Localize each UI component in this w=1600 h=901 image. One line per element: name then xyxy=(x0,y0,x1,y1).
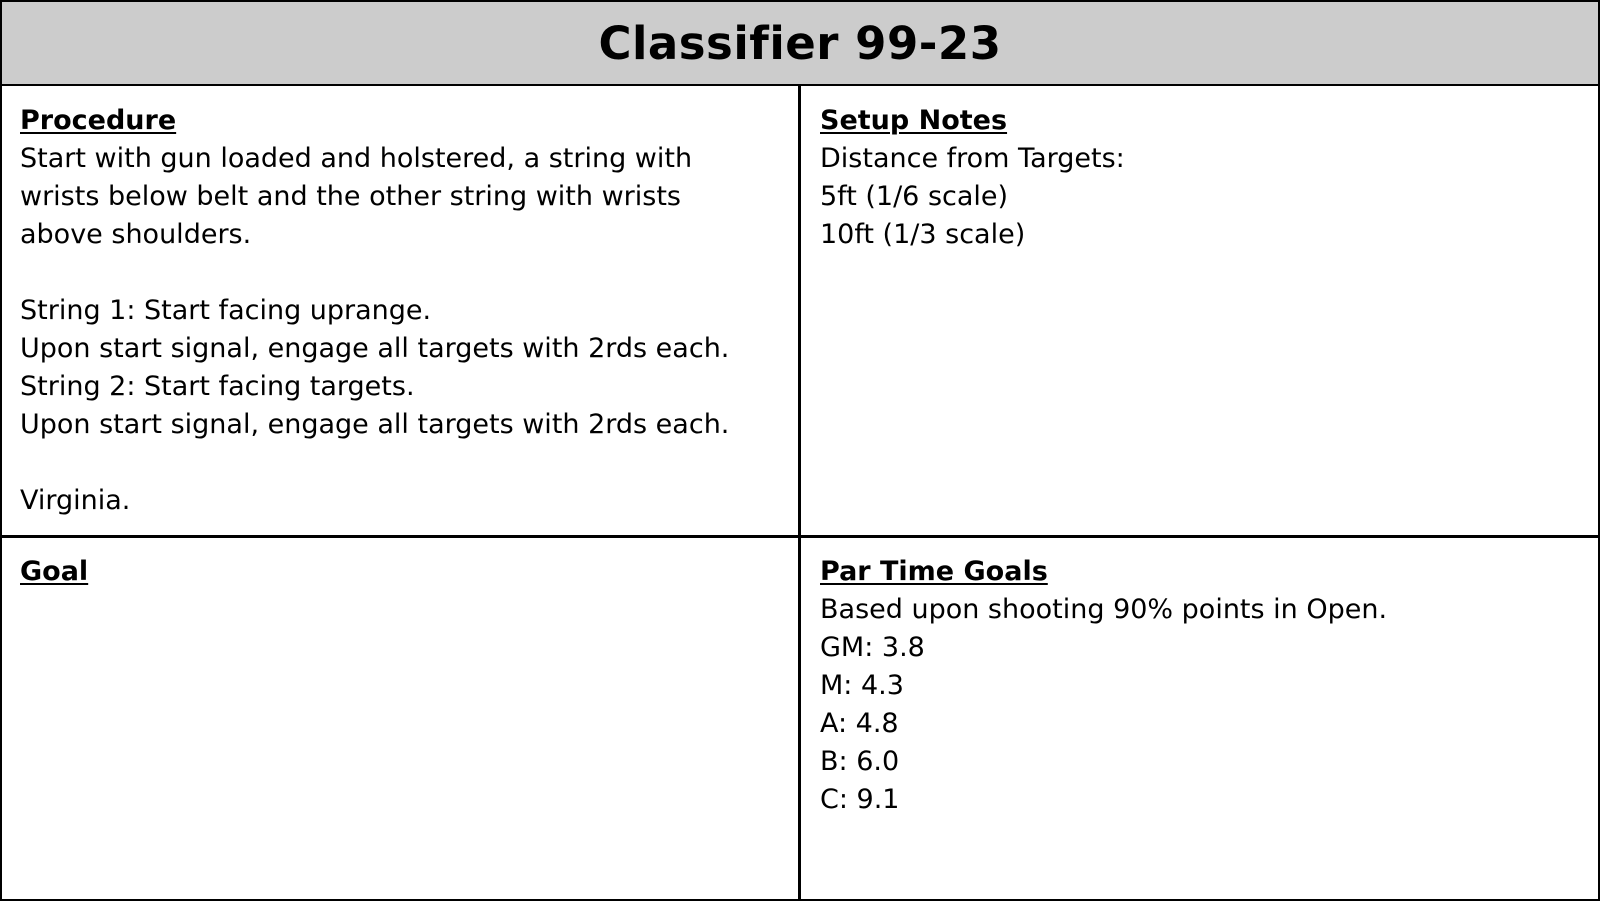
title-bar xyxy=(2,2,1598,86)
setup-notes-line: 10ft (1/3 scale) xyxy=(820,219,1026,250)
procedure-line: Virginia. xyxy=(20,485,131,516)
setup-notes-line: 5ft (1/6 scale) xyxy=(820,181,1009,212)
par-time-goals-section xyxy=(820,553,1590,819)
procedure-line: wrists below belt and the other string with wrists xyxy=(20,181,681,212)
procedure-line xyxy=(20,254,790,292)
par-time-line: C: 9.1 xyxy=(820,784,900,815)
procedure-line: above shoulders. xyxy=(20,219,252,250)
par-time-line: B: 6.0 xyxy=(820,746,900,777)
procedure-heading: Procedure xyxy=(20,105,177,136)
goal-section xyxy=(20,553,790,591)
par-time-goals-heading: Par Time Goals xyxy=(820,556,1048,587)
procedure-line: Start with gun loaded and holstered, a string with xyxy=(20,143,693,174)
horizontal-divider xyxy=(2,535,1598,538)
setup-notes-line: Distance from Targets: xyxy=(820,143,1125,174)
vertical-divider xyxy=(798,86,801,899)
procedure-line: String 1: Start facing uprange. xyxy=(20,295,432,326)
page-title: Classifier 99-23 xyxy=(598,16,1002,70)
procedure-line: String 2: Start facing targets. xyxy=(20,371,415,402)
par-time-line: M: 4.3 xyxy=(820,670,904,701)
par-time-line: A: 4.8 xyxy=(820,708,899,739)
procedure-line: Upon start signal, engage all targets with 2rds each. xyxy=(20,409,730,440)
procedure-section xyxy=(20,102,790,520)
setup-notes-section xyxy=(820,102,1590,254)
procedure-line: Upon start signal, engage all targets with 2rds each. xyxy=(20,333,730,364)
goal-heading: Goal xyxy=(20,556,89,587)
procedure-line xyxy=(20,444,790,482)
par-time-line: Based upon shooting 90% points in Open. xyxy=(820,594,1388,625)
setup-notes-heading: Setup Notes xyxy=(820,105,1008,136)
par-time-line: GM: 3.8 xyxy=(820,632,925,663)
